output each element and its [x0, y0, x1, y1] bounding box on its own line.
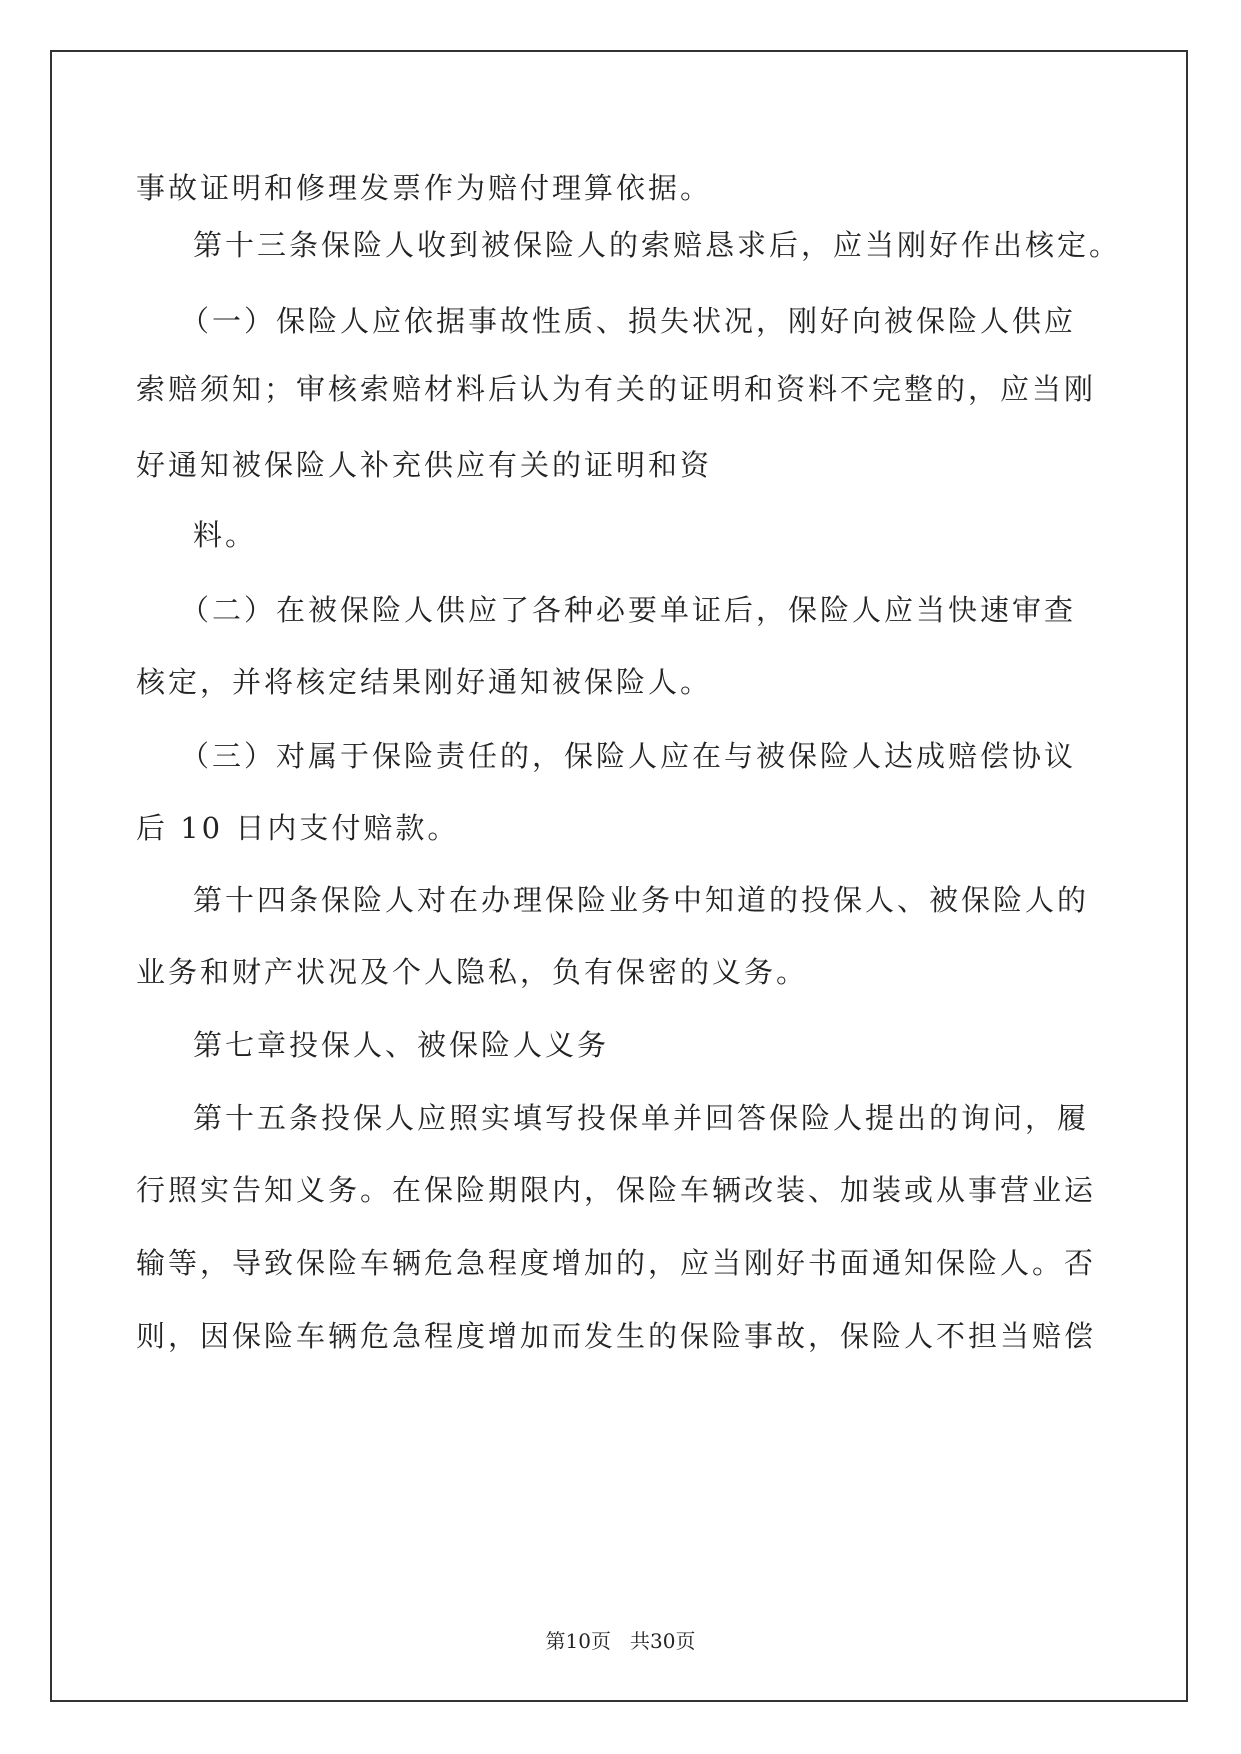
text-line-7: （二）在被保险人供应了各种必要单证后，保险人应当快速审查	[180, 593, 1077, 627]
text-line-8: 核定，并将核定结果刚好通知被保险人。	[136, 665, 713, 699]
page-border	[50, 50, 1188, 1702]
text-line-4: 索赔须知；审核索赔材料后认为有关的证明和资料不完整的，应当刚	[136, 372, 1097, 406]
text-line-15: 行照实告知义务。在保险期限内，保险车辆改装、加装或从事营业运	[136, 1173, 1097, 1207]
text-line-5: 好通知被保险人补充供应有关的证明和资	[136, 448, 713, 482]
text-line-12: 业务和财产状况及个人隐私，负有保密的义务。	[136, 955, 809, 989]
text-line-17: 则，因保险车辆危急程度增加而发生的保险事故，保险人不担当赔偿	[136, 1319, 1097, 1353]
text-line-13: 第七章投保人、被保险人义务	[193, 1028, 610, 1062]
text-line-9: （三）对属于保险责任的，保险人应在与被保险人达成赔偿协议	[180, 739, 1077, 773]
text-line-14: 第十五条投保人应照实填写投保单并回答保险人提出的询问，履	[193, 1101, 1090, 1135]
text-line-2: 第十三条保险人收到被保险人的索赔恳求后，应当刚好作出核定。	[193, 228, 1122, 262]
text-line-6: 料。	[193, 518, 258, 552]
text-line-3: （一）保险人应依据事故性质、损失状况，刚好向被保险人供应	[180, 304, 1077, 338]
text-line-1: 事故证明和修理发票作为赔付理算依据。	[136, 171, 713, 205]
text-line-10: 后 10 日内支付赔款。	[136, 811, 460, 845]
text-line-16: 输等，导致保险车辆危急程度增加的，应当刚好书面通知保险人。否	[136, 1246, 1097, 1280]
page-footer: 第10页 共30页	[545, 1629, 696, 1653]
text-line-11: 第十四条保险人对在办理保险业务中知道的投保人、被保险人的	[193, 883, 1090, 917]
